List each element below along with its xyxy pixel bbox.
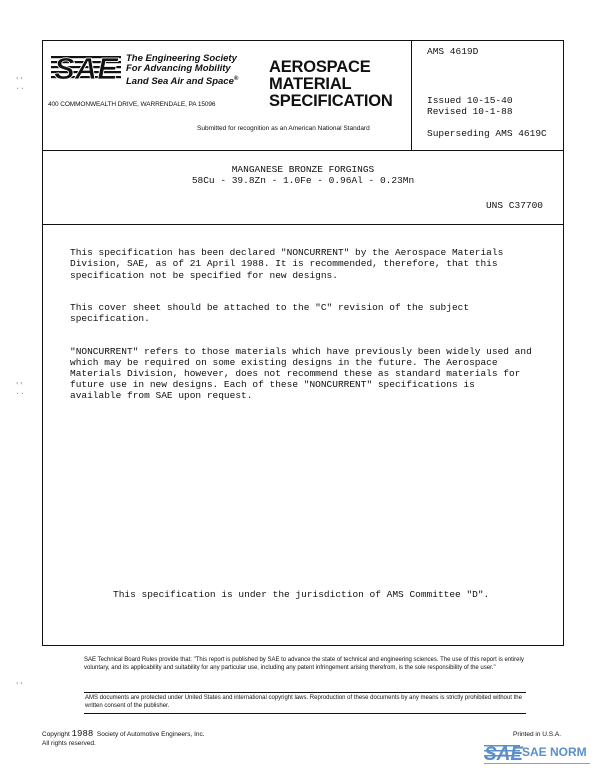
logo-text: SAE — [54, 52, 118, 82]
society-line: The Engineering Society — [126, 53, 237, 64]
sae-norm-watermark — [484, 738, 594, 766]
copyright-prefix: Copyright — [42, 731, 70, 738]
copyright-owner: Society of Automotive Engineers, Inc. — [96, 731, 205, 738]
document-number: AMS 4619D — [427, 46, 479, 57]
watermark-logo: SAE — [484, 744, 524, 765]
paragraph: This specification has been declared "NONCURRENT" by the Aerospace Materials Division, SAE, as of 21 April 1988. It is recommended, therefore, that this specification not be specified for new designs. — [70, 247, 504, 281]
body-text — [70, 236, 560, 423]
revised-date: Revised 10-1-88 — [427, 106, 513, 117]
header-divider — [43, 150, 563, 151]
subject-composition: 58Cu - 39.8Zn - 1.0Fe - 0.96Al - 0.23Mn — [191, 175, 415, 186]
society-line: Land Sea Air and Space® — [126, 76, 239, 88]
title-line: AEROSPACE — [269, 58, 371, 76]
paragraph: "NONCURRENT" refers to those materials which have previously been widely used and which may be required on some existing designs in the future. The Aerospace Materials Division, however, does not recommend these as standard materials for future use in new designs. Each of these "NONCURRENT" specifications is available from SAE upon request. — [70, 345, 532, 402]
uns-number: UNS C37700 — [485, 200, 543, 211]
header-divider-vertical — [411, 41, 412, 150]
watermark-text: SAE NORM — [522, 745, 587, 759]
sae-logo — [51, 52, 121, 82]
title-line: SPECIFICATION — [269, 92, 393, 110]
scan-mark: ‹ ‹ — [16, 75, 23, 82]
scan-mark: ˇ ˇ — [16, 393, 24, 400]
copyright-line — [42, 730, 205, 748]
copyright-notice: AMS documents are protected under United States and international copyright laws. Reproduction of these documents by any means is strictly prohibited without the written consent of the publisher. — [84, 692, 526, 714]
issued-date: Issued 10-15-40 — [427, 95, 513, 106]
jurisdiction-statement: This specification is under the jurisdiction of AMS Committee "D". — [113, 589, 490, 600]
specification-frame — [42, 40, 564, 646]
superseding-note: Superseding AMS 4619C — [427, 128, 547, 139]
rights-reserved: All rights reserved. — [42, 740, 96, 747]
subject-divider — [43, 224, 563, 225]
scan-mark: ˇ ˇ — [16, 88, 24, 95]
scan-mark: ‹ ‹ — [16, 380, 23, 387]
issue-dates — [427, 95, 513, 117]
trademark-symbol: ® — [233, 76, 239, 82]
ansi-submission-note: Submitted for recognition as an American National Standard — [197, 125, 370, 132]
society-line: For Advancing Mobility — [126, 63, 231, 74]
address: 400 COMMONWEALTH DRIVE, WARRENDALE, PA 15096 — [48, 101, 216, 108]
scan-mark: ‹ ‹ — [16, 680, 23, 687]
copyright-year: 1988 — [71, 729, 94, 739]
technical-board-rules: SAE Technical Board Rules provide that: "This report is published by SAE to advance the state of technical and engineering sciences. The use of this report is entirely voluntary, and its applicability and suitability for any particular use, including any patent infringement arising therefrom, is the sole responsibility of the user." — [84, 657, 524, 671]
paragraph: This cover sheet should be attached to the "C" revision of the subject specification. — [70, 302, 470, 325]
document-type-title — [269, 59, 393, 110]
printed-in: Printed in U.S.A. — [513, 731, 562, 738]
society-tagline — [126, 54, 238, 87]
subject-title: MANGANESE BRONZE FORGINGS — [231, 164, 375, 175]
title-line: MATERIAL — [269, 75, 352, 93]
